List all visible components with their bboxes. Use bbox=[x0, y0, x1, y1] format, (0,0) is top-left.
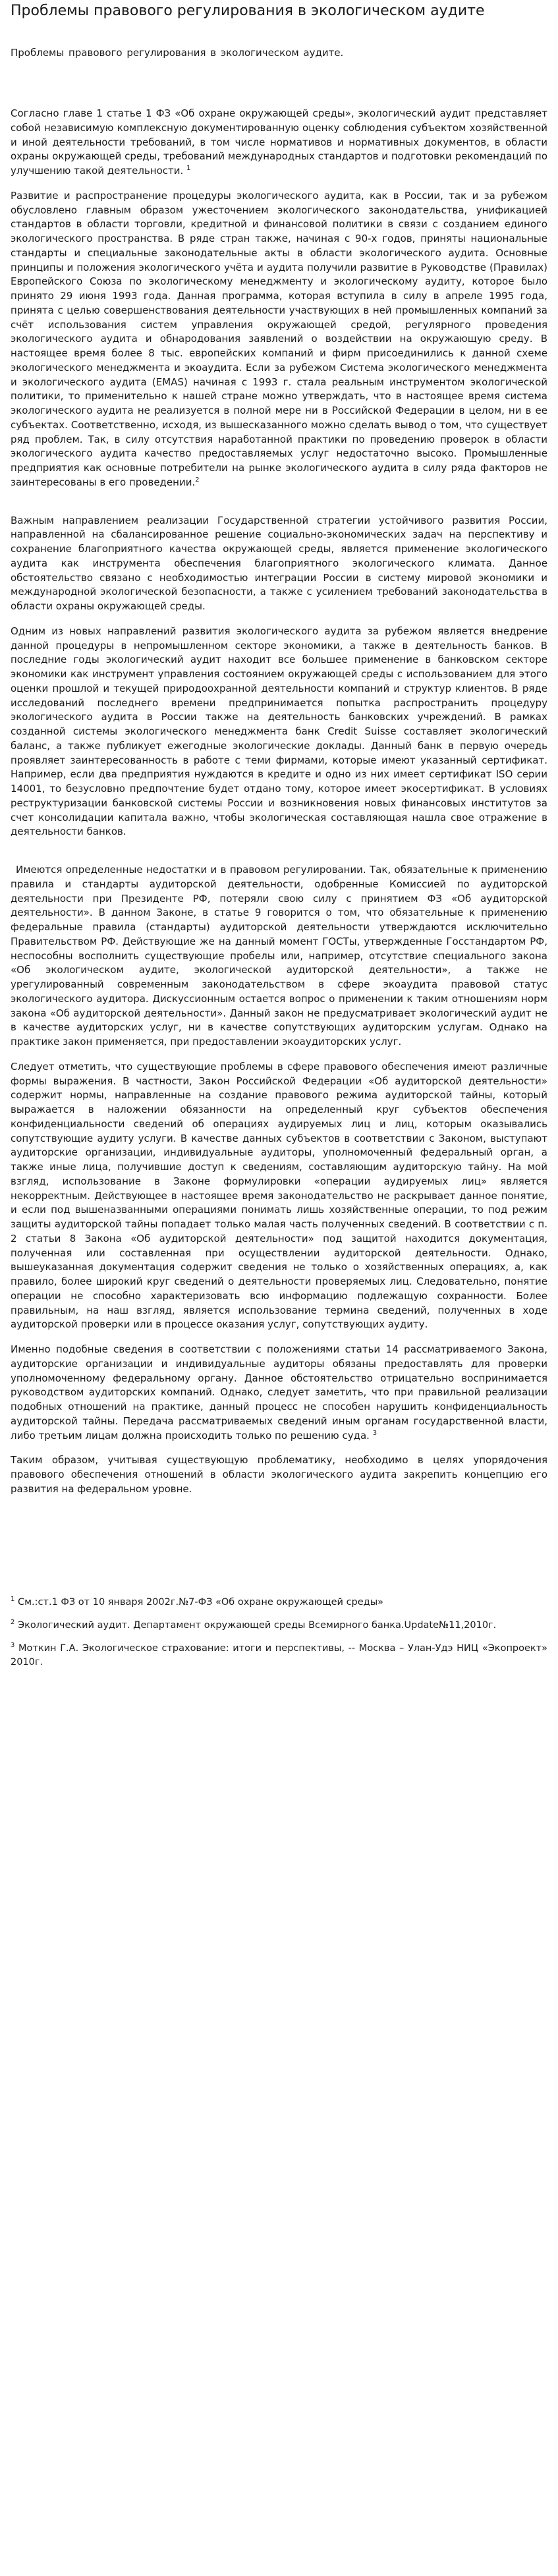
document-subtitle: Проблемы правового регулирования в экологическом аудите. bbox=[11, 47, 344, 59]
paragraph-4: Одним из новых направлений развития экологического аудита за рубежом является внедрение данной процедуры в непромышленном секторе экономики, а также в деятельность банков. В последние годы экологический аудит находит все большее применение в банковском секторе экономики как инструмент управления состоянием окружающей среды с использованием для этого оценки прошлой и текущей природоохранной деятельности компаний и структур клиентов. В ряде исследований последнего времени предпринимается попытка распространить процедуру экологического аудита в России также на деятельность банковских учреждений. В рамках созданной системы экологического менеджмента банк Credit Suisse составляет экологический баланс, а также публикует ежегодные экологические доклады. Данный банк в первую очередь проявляет заинтересованность в работе с теми фирмами, которые имеют указанный сертификат. Например, если два предприятия нуждаются в кредите и одно из них имеет сертификат ISO серии 14001, то безусловно предпочтение будет отдано тому, которое имеет экосертификат. В условиях реструктуризации банковской системы России и возникновения новых финансовых институтов за счет консолидации капитала важно, чтобы экологическая составляющая нашла свое отражение в деятельности банков. bbox=[11, 625, 547, 838]
footnote-ref-1[interactable]: 1 bbox=[186, 165, 191, 173]
page-title: Проблемы правового регулирования в экологическом аудите bbox=[11, 3, 485, 19]
paragraph-1: Согласно главе 1 статье 1 ФЗ «Об охране окружающей среды», экологический аудит представляет собой независимую комплексную документированную оценку соблюдения субъектом хозяйственной и иной деятельности требований, в том числе нормативов и нормативных документов, в области охраны окружающей среды, требований международных стандартов и подготовки рекомендаций по улучшению такой деятельности. $^1$ bbox=[11, 107, 547, 177]
paragraph-2: Развитие и распространение процедуры экологического аудита, как в России, так и за рубежом обусловлено главным образом ужесточением экологического законодательства, унификацией стандартов в области торговли, кредитной и финансовой политики в связи с созданием единого экологического пространства. В ряде стран также, начиная с 90-х годов, приняты национальные стандарты и специальные законодательные акты в области экологического аудита. Основные принципы и положения экологического учёта и аудита получили развитие в Руководстве (Правилах) Европейского Союза по экологическому менеджменту и экологическому аудиту, которое было принято 29 июня 1993 года. Данная программа, которая вступила в силу в апреле 1995 года, принята с целью совершенствования деятельности участвующих в ней промышленных компаний за счёт использования систем управления окружающей средой, регулярного проведения экологического аудита и обнародования заявлений о воздействии на окружающую среду. В настоящее время более 8 тыс. европейских компаний и фирм присоединились к данной схеме экологического менеджмента и экоаудита. Если за рубежом Система экологического менеджмента и экологического аудита (EMAS) начиная с 1993 г. стала реальным инструментом экологической политики, то применительно к нашей стране можно утверждать, что в настоящее время система экологического аудита не реализуется в полной мере ни в Российской Федерации в целом, ни в ее субъектах. Соответственно, исходя, из вышесказанного можно сделать вывод о том, что существует ряд проблем. Так, в силу отсутствия наработанной практики по проведению проверок в области экологического аудита качество предоставляемых услуг недостаточно высоко. Промышленные предприятия как основные потребители на рынке экологического аудита в силу ряда факторов не заинтересованы в его проведении.$^2$ bbox=[11, 189, 547, 488]
footnote-1: $^1$ См.:ст.1 ФЗ от 10 января 2002г.№7-ФЗ «Об охране окружающей среды» bbox=[11, 1595, 384, 1608]
footnote-ref-3[interactable]: 3 bbox=[372, 1429, 377, 1437]
paragraph-5: Имеются определенные недостатки и в правовом регулировании. Так, обязательные к применению правила и стандарты аудиторской деятельности, одобренные Комиссией по аудиторской деятельности при Президенте РФ, потеряли свою силу с принятием ФЗ «Об аудиторской деятельности». В данном Законе, в статье 9 говорится о том, что обязательные к применению федеральные правила (стандарты) аудиторской деятельности утверждаются исключительно Правительством РФ. Действующие же на данный момент ГОСТы, утвержденные Госстандартом РФ, неспособны восполнить существующие пробелы или, например, отсутствие специального закона «Об экологическом аудите, экологической аудиторской деятельности», а также не урегулированный современным законодательством в сфере экоаудита правовой статус экологического аудитора. Дискуссионным остается вопрос о применении к таким отношениям норм закона «Об аудиторской деятельности». Данный закон не предусматривает экологический аудит не в качестве аудиторских услуг, ни в качестве сопутствующих аудиторским услугам. Однако на практике закон применяется, при предоставлении экоаудиторских услуг. bbox=[11, 864, 547, 1048]
footnote-ref-2[interactable]: 2 bbox=[195, 476, 200, 484]
footnote-3: $^3$ Моткин Г.А. Экологическое страхование: итоги и перспективы, -- Москва – Улан-Удэ НИЦ «Экопроект» 2010г. bbox=[11, 1641, 547, 1667]
footnote-2: $^2$ Экологический аудит. Департамент окружающей среды Всемирного банка.Update№11,2010г. bbox=[11, 1618, 497, 1631]
paragraph-8: Таким образом, учитывая существующую проблематику, необходимо в целях упорядочения правового обеспечения отношений в области экологического аудита закрепить концепцию его развития на федеральном уровне. bbox=[11, 1454, 547, 1495]
paragraph-6: Следует отметить, что существующие проблемы в сфере правового обеспечения имеют различные формы выражения. В частности, Закон Российской Федерации «Об аудиторской деятельности» содержит нормы, направленные на создание правового режима аудиторской тайны, который выражается в наложении обязанности на определенный круг субъектов обеспечения конфиденциальности сведений об операциях аудируемых лиц и лиц, которым оказывались сопутствующие аудиту услуги. В качестве данных субъектов в соответствии с Законом, выступают аудиторские организации, индивидуальные аудиторы, уполномоченный федеральный орган, а также иные лица, получившие доступ к сведениям, составляющим аудиторскую тайну. На мой взгляд, использование в Законе формулировки «операции аудируемых лиц» является некорректным. Действующее в настоящее время законодательство не раскрывает данное понятие, и если под вышеназванными операциями понимать лишь хозяйственные операции, то под режим защиты аудиторской тайны попадает только малая часть полученных сведений. В соответствии с п. 2 статьи 8 Закона «Об аудиторской деятельности» под защитой находится документация, полученная или составленная при осуществлении аудиторской деятельности. Однако, вышеуказанная документация содержит сведения не только о хозяйственных операциях, а, как правило, более широкий круг сведений о деятельности проверяемых лиц. Следовательно, понятие операции не способно характеризовать всю информацию подлежащую сохранности. Более правильным, на наш взгляд, является использование термина сведений, полученных в ходе аудиторской проверки или в процессе оказания услуг, сопутствующих аудиту. bbox=[11, 1060, 547, 1331]
paragraph-3: Важным направлением реализации Государственной стратегии устойчивого развития России, направленной на сбалансированное решение социально-экономических задач на перспективу и сохранение благоприятного качества окружающей среды, является применение экологического аудита как инструмента обеспечения благоприятного экологического климата. Данное обстоятельство связано с необходимостью интеграции России в систему мировой экономики и международной экологической безопасности, а также с усилением требований законодательства в области охраны окружающей среды. bbox=[11, 514, 547, 613]
footnotes bbox=[11, 1596, 547, 1669]
paragraph-7: Именно подобные сведения в соответствии с положениями статьи 14 рассматриваемого Закона, аудиторские организации и индивидуальные аудиторы обязаны предоставлять для проверки уполномоченному федеральному органу. Данное обстоятельство отрицательно воспринимается руководством аудиторских компаний. Однако, следует заметить, что при правильной реализации подобных отношений на практике, данный процесс не способен нарушить конфиденциальность аудиторской тайны. Передача рассматриваемых сведений иным органам государственной власти, либо третьим лицам должна происходить только по решению суда. $^3$ bbox=[11, 1343, 547, 1442]
